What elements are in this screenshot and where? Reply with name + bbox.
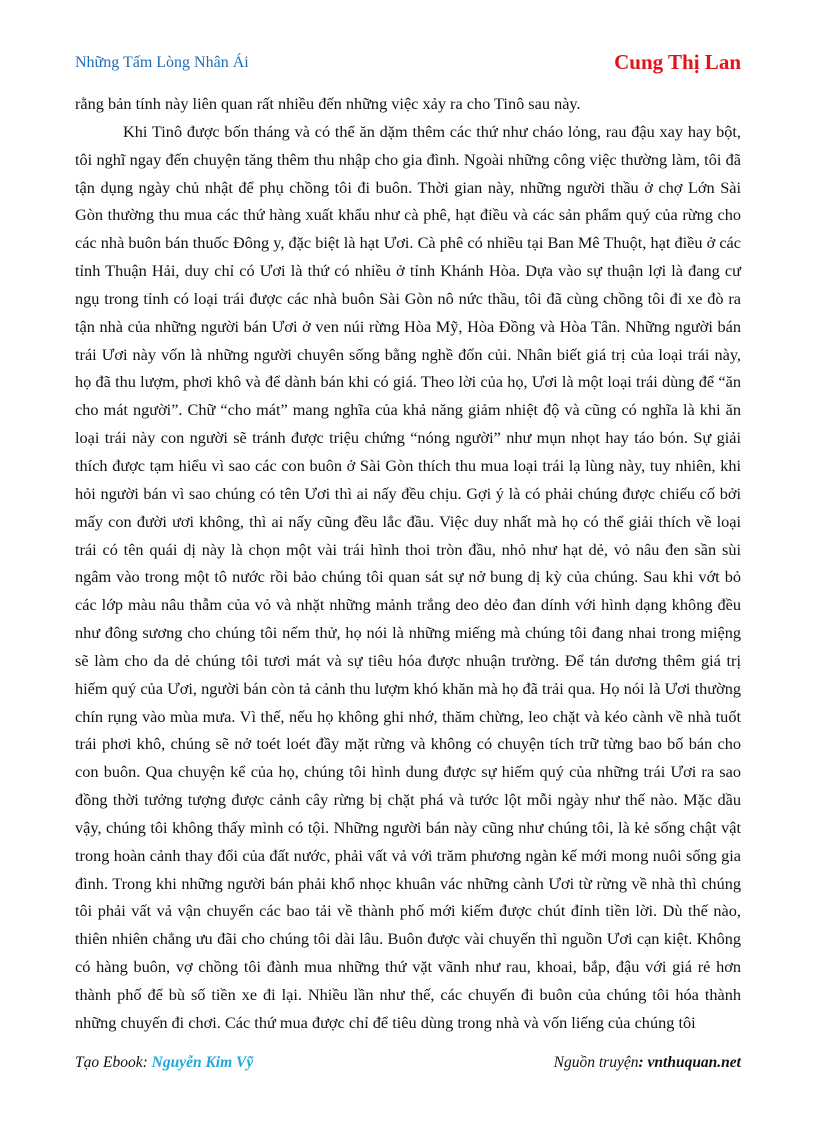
- source-site: vnthuquan.net: [647, 1054, 741, 1071]
- author-name: Cung Thị Lan: [614, 50, 741, 74]
- paragraph-continuation: rằng bản tính này liên quan rất nhiều đến những việc xảy ra cho Tinô sau này.: [75, 94, 581, 113]
- source-label: Nguồn truyện: [553, 1054, 639, 1071]
- paragraph: Khi Tinô được bốn tháng và có thể ăn dặm thêm các thứ như cháo lỏng, rau đậu xay hay bột, tôi nghĩ ngay đến chuyện tăng thêm thu nhập cho gia đình. Ngoài những công việc thường làm, tôi đã tận dụng ngày chủ nhật để phụ chồng tôi đi buôn. Thời gian này, những người thầu ở chợ Lớn Sài Gòn thường thu mua các thứ hàng xuất khẩu như cà phê, hạt điều và các sản phẩm quý của rừng cho các nhà buôn bán thuốc Đông y, đặc biệt là hạt Ươi. Cà phê có nhiều tại Ban Mê Thuột, hạt điều ở các tỉnh Thuận Hải, duy chỉ có Ươi là thứ có nhiều ở tỉnh Khánh Hòa. Dựa vào sự thuận lợi là đang cư ngụ trong tỉnh có loại trái được các nhà buôn Sài Gòn nô nức thầu, tôi đã cùng chồng tôi đi xe đò ra tận nhà của những người bán Ươi ở ven núi rừng Hòa Mỹ, Hòa Đồng và Hòa Tân. Những người bán trái Ươi này vốn là những người chuyên sống bằng nghề đốn củi. Nhân biết giá trị của loại trái này, họ đã thu lượm, phơi khô và để dành bán khi có giá. Theo lời của họ, Ươi là một loại trái dùng để “ăn cho mát người”. Chữ “cho mát” mang nghĩa của khả năng giảm nhiệt độ và cũng có nghĩa là khi ăn loại trái này con người sẽ tránh được triệu chứng “nóng người” như mụn nhọt hay táo bón. Sự giải thích được tạm hiểu vì sao các con buôn ở Sài Gòn thích thu mua loại trái lạ lùng này, tuy nhiên, khi hỏi người bán vì sao chúng có tên Ươi thì ai nấy đều chịu. Gợi ý là có phải chúng được chiếu cố bởi mấy con đười ươi không, thì ai nấy cũng đều lắc đầu. Việc duy nhất mà họ có thể giải thích về loại trái có tên quái dị này là chọn một vài trái hình thoi tròn đầu, nhỏ như hạt dẻ, vỏ nâu đen sần sùi ngâm vào trong một tô nước rồi bảo chúng tôi quan sát sự nở bung dị kỳ của chúng. Sau khi vớt bỏ các lớp màu nâu thẫm của vỏ và nhặt những mảnh trắng deo dẻo đan dính với hình dạng không đều như đông sương cho chúng tôi nếm thử, họ nói là những miếng mà chúng tôi đang nhai trong miệng sẽ làm cho da dẻ chúng tôi tươi mát và sự tiêu hóa được nhuận trường. Để tán dương thêm giá trị hiếm quý của Ươi, người bán còn tả cảnh thu lượm khó khăn mà họ đã trải qua. Họ nói là Ươi thường chín rụng vào mùa mưa. Vì thế, nếu họ không ghi nhớ, thăm chừng, leo chặt và kéo cành về nhà tuốt trái phơi khô, chúng sẽ nở toét loét đầy mặt rừng và không có chuyện tích trữ từng bao bố bán cho con buôn. Qua chuyện kể của họ, chúng tôi hình dung được sự hiếm quý của những trái Ươi ra sao đồng thời tưởng tượng được cảnh cây rừng bị chặt phá và tước lột mỗi ngày như thế nào. Mặc dầu vậy, chúng tôi không thấy mình có tội. Những người bán này cũng như chúng tôi, là kẻ sống chật vật trong hoàn cảnh thay đổi của đất nước, phải vất vả với trăm phương ngàn kế mới mong nuôi sống gia đình. Trong khi những người bán phải khổ nhọc khuân vác những cành Ươi từ rừng về nhà thì chúng tôi phải vất vả vận chuyển các bao tải về thành phố mới kiếm được chút đỉnh tiền lời. Dù thế nào, thiên nhiên chẳng ưu đãi cho chúng tôi dài lâu. Buôn được vài chuyến thì nguồn Ươi cạn kiệt. Không có hàng buôn, vợ chồng tôi đành mua những thứ vặt vãnh như rau, khoai, bắp, đậu với giá rẻ hơn thành phố để bù số tiền xe đi lại. Nhiều lần như thế, các chuyến đi buôn của chúng tôi hóa thành những chuyến đi chơi. Các thứ mua được chỉ để tiêu dùng trong nhà và vốn liếng của chúng tôi: [75, 121, 741, 1032]
- ebook-label: Tạo Ebook: [75, 1054, 143, 1071]
- book-title: Những Tấm Lòng Nhân Ái: [75, 54, 249, 71]
- page-footer: [75, 1054, 741, 1076]
- ebook-credit: Tạo Ebook: Nguyễn Kim Vỹ: [75, 1054, 254, 1071]
- source-credit: Nguồn truyện: vnthuquan.net: [553, 1054, 741, 1071]
- body-text: [75, 90, 741, 1037]
- ebook-creator: Nguyễn Kim Vỹ: [151, 1054, 254, 1071]
- page-header: [75, 50, 741, 78]
